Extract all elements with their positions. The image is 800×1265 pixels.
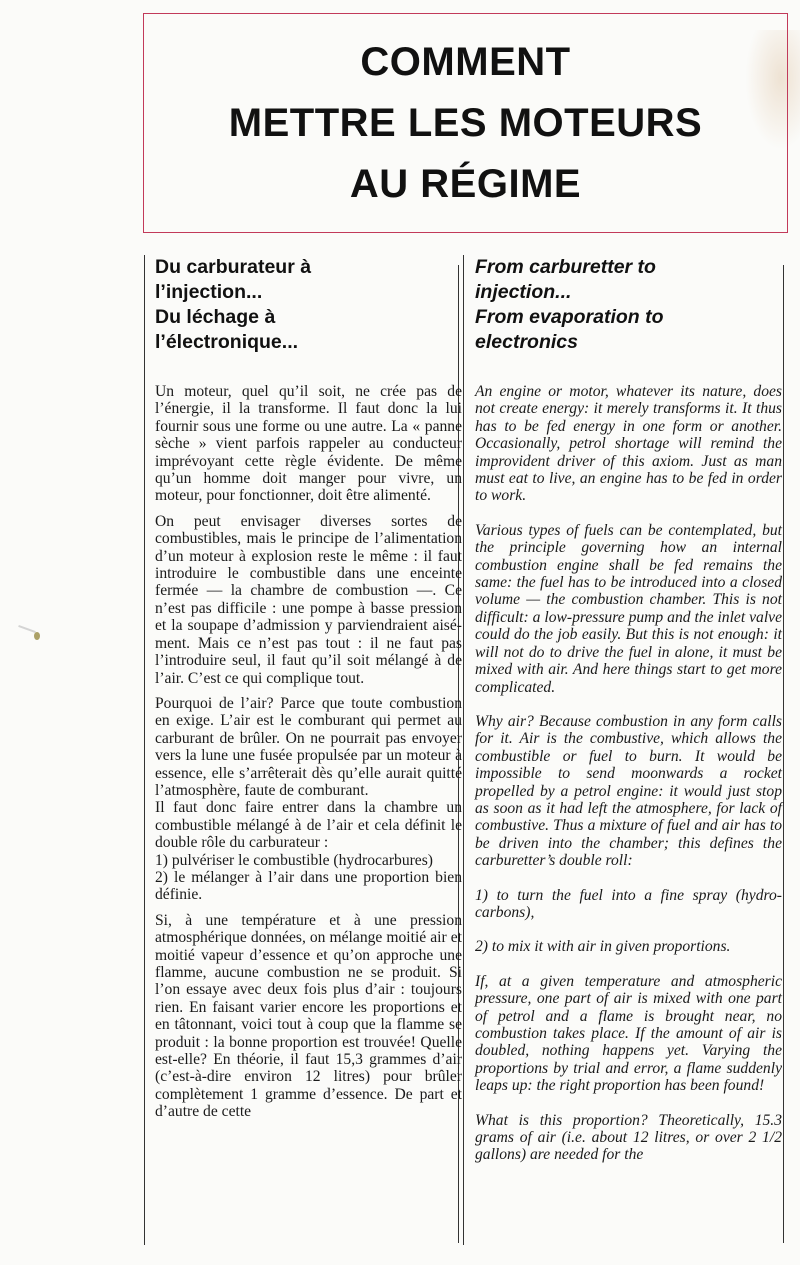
english-heading — [475, 255, 782, 355]
english-paragraph: An engine or motor, whatever its nature, does not create energy: it merely transforms it. It thus has to be fed energy in one form or another. Occasionally, petrol shortage will remind the improvident driver of this axiom. Just as man must eat to live, an engine has to be fed in order to work. — [475, 383, 782, 505]
french-paragraph: On peut envisager diverses sortes de combustibles, mais le principe de l’alimentation d’un moteur à explosion reste le même : il faut introduire le combustible dans une enceinte fermée — la chambre de combustion —. Ce n’est pas difficile : une pompe à basse pression et la soupape d’admission y parviendraient aisément. Mais ce n’est pas tout : il ne faut pas l’introduire seul, il faut qu’il soit mélangé à de l’air. C’est ce qui complique tout. — [155, 512, 462, 687]
english-column — [463, 255, 790, 1245]
french-heading-line: Du carburateur à — [155, 256, 312, 278]
french-paragraph: Un moteur, quel qu’il soit, ne crée pas de l’énergie, il la transforme. Il faut donc la lui fournir sous une forme ou une autre. La « panne sèche » vient parfois rappeler au conducteur imprévoyant cette règle évidente. De même qu’un homme doit manger pour vivre, un moteur, pour fonctionner, doit être alimenté. — [155, 383, 462, 505]
french-heading — [155, 255, 462, 355]
paper-speck — [34, 632, 40, 640]
french-paragraph: Il faut donc faire entrer dans la chambre un combustible mélangé à de l’air et cela définit le double rôle du carburateur : — [155, 799, 462, 852]
french-column — [144, 255, 470, 1245]
french-paragraph: Si, à une température et à une pression atmosphérique données, on mélange moitié air et moitié vapeur d’essence et qu’on approche une flamme, aucune combustion ne se produit. Si l’on essaye avec deux fois plus d’air : toujours rien. En faisant varier encore les proportions et en tâtonnant, voici tout à coup que la flamme se produit : la bonne proportion est trouvée! Quelle est-elle? En théorie, il faut 15,3 grammes d’air (c’est-à-dire environ 12 litres) pour brûler complètement 1 gramme d’essence. De part et d’autre de cette — [155, 911, 462, 1121]
english-paragraph: What is this proportion? Theoretically, 15.3 grams of air (i.e. about 12 litres, or over 2 1/2 gallons) are needed for the — [475, 1111, 782, 1164]
title-box — [143, 13, 788, 233]
english-paragraph: Why air? Because combustion in any form calls for it. Air is the combustive, which allows the combustible or fuel to burn. It would be impossible to send moonwards a rocket propelled by a petrol engine: it would just stop as soon as it had left the atmosphere, for lack of combustive. Thus a mixture of fuel and air has to be driven into the chamber; this defines the carburetter’s double roll: — [475, 712, 782, 870]
french-heading-line: Du léchage à — [155, 306, 276, 328]
english-heading-line: From evaporation to — [475, 306, 664, 328]
french-list-item: 1) pulvériser le combustible (hydrocarbures) — [155, 851, 433, 869]
french-heading-line: l’injection... — [155, 281, 263, 303]
english-heading-line: electronics — [475, 331, 578, 353]
english-list-item: 1) to turn the fuel into a fine spray (hydrocarbons), — [475, 886, 782, 921]
page-title-line-2: METTRE LES MOTEURS — [228, 100, 703, 145]
english-heading-line: injection... — [475, 281, 572, 303]
english-paragraph: Various types of fuels can be contemplated, but the principle governing how an internal combustion engine shall be fed remains the same: the fuel has to be introduced into a closed volume — the combustion chamber. This is not difficult: a low-pressure pump and the inlet valve could do the job easily. But this is not enough: it will not do to drive the fuel in alone, it must be mixed with air. And here things start to get more complicated. — [475, 521, 782, 696]
french-paragraph: Pourquoi de l’air? Parce que toute combustion en exige. L’air est le comburant qui permet au carburant de brûler. On ne pourrait pas envoyer vers la lune une fusée propulsée par un moteur à essence, elle s’arrêterait dès qu’elle aurait quitté l’atmosphère, faute de comburant. — [155, 694, 462, 799]
paper-mark — [18, 625, 36, 633]
french-list-item: 2) le mélanger à l’air dans une proportion bien définie. — [155, 868, 462, 904]
english-paragraph: If, at a given temperature and atmospheric pressure, one part of air is mixed with one part of petrol and a flame is brought near, no combustion takes place. If the amount of air is doubled, nothing happens yet. Varying the proportions by trial and error, a flame suddenly leaps up: the right proportion has been found! — [475, 972, 782, 1095]
french-heading-line: l’électronique... — [155, 331, 299, 353]
english-list-item: 2) to mix it with air in given proportions. — [475, 938, 731, 956]
english-heading-line: From carburetter to — [475, 256, 656, 278]
page-title-line-1: COMMENT — [360, 39, 571, 84]
page-title-line-3: AU RÉGIME — [349, 161, 582, 206]
